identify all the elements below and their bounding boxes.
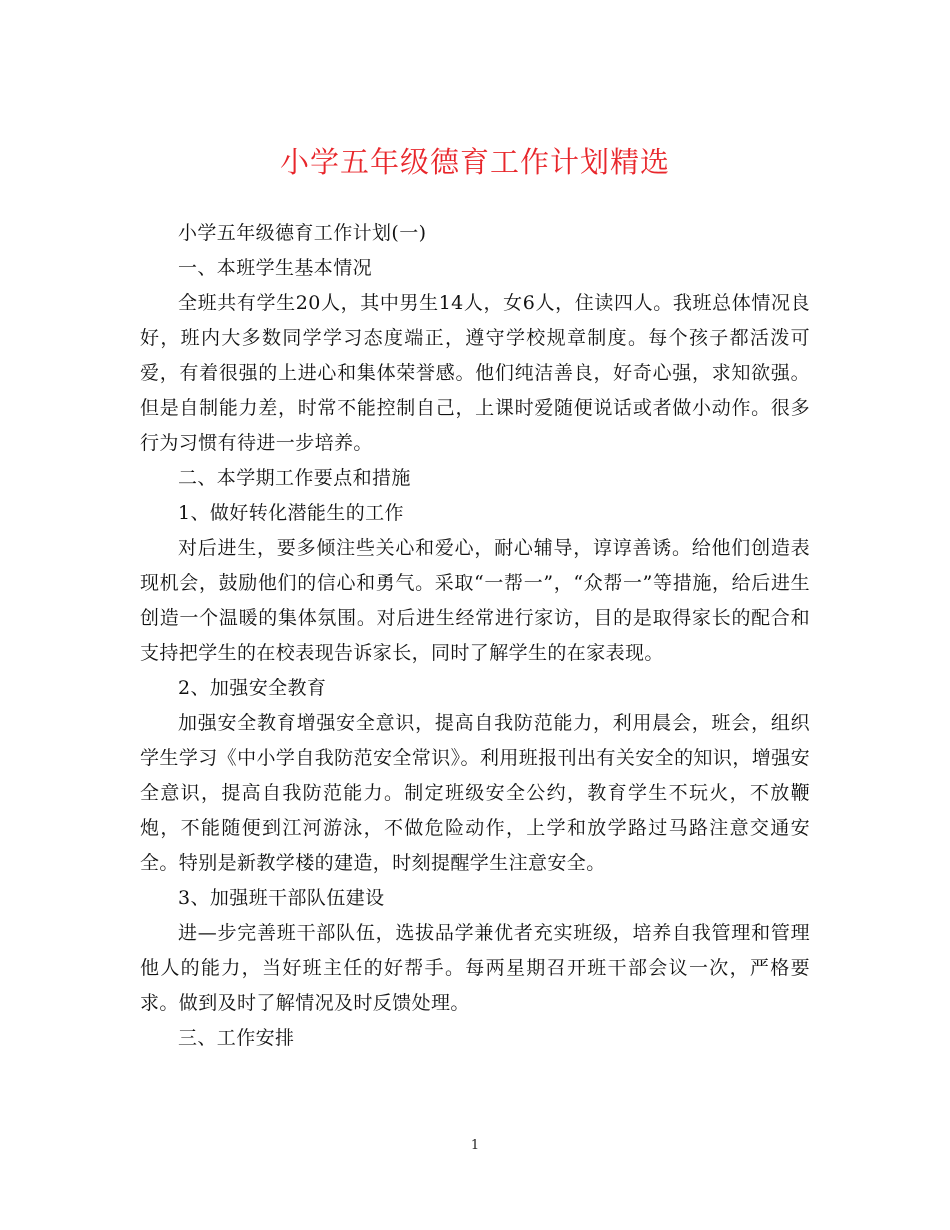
- document-body: [140, 216, 810, 1056]
- paragraph-potential-students: 对后进生，要多倾注些关心和爱心，耐心辅导，谆谆善诱。给他们创造表现机会，鼓励他们的信心和勇气。采取“一帮一”，“众帮一”等措施，给后进生创造一个温暖的集体氛围。对后进生经常进行家访，目的是取得家长的配合和支持把学生的在校表现告诉家长，同时了解学生的在家表现。: [140, 537, 810, 664]
- page-number: 1: [470, 1138, 480, 1153]
- heading-potential-students: 1、做好转化潜能生的工作: [178, 502, 404, 524]
- paragraph-safety-education: 加强安全教育增强安全意识，提高自我防范能力，利用晨会，班会，组织学生学习《中小学自我防范安全常识》。利用班报刊出有关安全的知识，增强安全意识，提高自我防范能力。制定班级安全公约，教育学生不玩火，不放鞭炮，不能随便到江河游泳，不做危险动作，上学和放学路过马路注意交通安全。特别是新教学楼的建造，时刻提醒学生注意安全。: [140, 712, 810, 874]
- document-title: 小学五年级德育工作计划精选: [279, 145, 670, 179]
- heading-safety-education: 2、加强安全教育: [178, 677, 327, 699]
- heading-student-situation: 一、本班学生基本情况: [178, 257, 373, 279]
- heading-work-points: 二、本学期工作要点和措施: [178, 467, 411, 489]
- heading-class-cadre: 3、加强班干部队伍建设: [178, 887, 385, 909]
- paragraph-student-situation: 全班共有学生20人，其中男生14人，女6人，住读四人。我班总体情况良好，班内大多数同学学习态度端正，遵守学校规章制度。每个孩子都活泼可爱，有着很强的上进心和集体荣誉感。他们纯洁善良，好奇心强，求知欲强。但是自制能力差，时常不能控制自己，上课时爱随便说话或者做小动作。很多行为习惯有待进一步培养。: [140, 292, 810, 454]
- heading-work-arrangement: 三、工作安排: [178, 1027, 295, 1049]
- paragraph-class-cadre: 进—步完善班干部队伍，选拔品学兼优者充实班级，培养自我管理和管理他人的能力，当好班主任的好帮手。每两星期召开班干部会议一次，严格要求。做到及时了解情况及时反馈处理。: [140, 922, 810, 1014]
- section-heading-plan: 小学五年级德育工作计划(一): [178, 222, 427, 244]
